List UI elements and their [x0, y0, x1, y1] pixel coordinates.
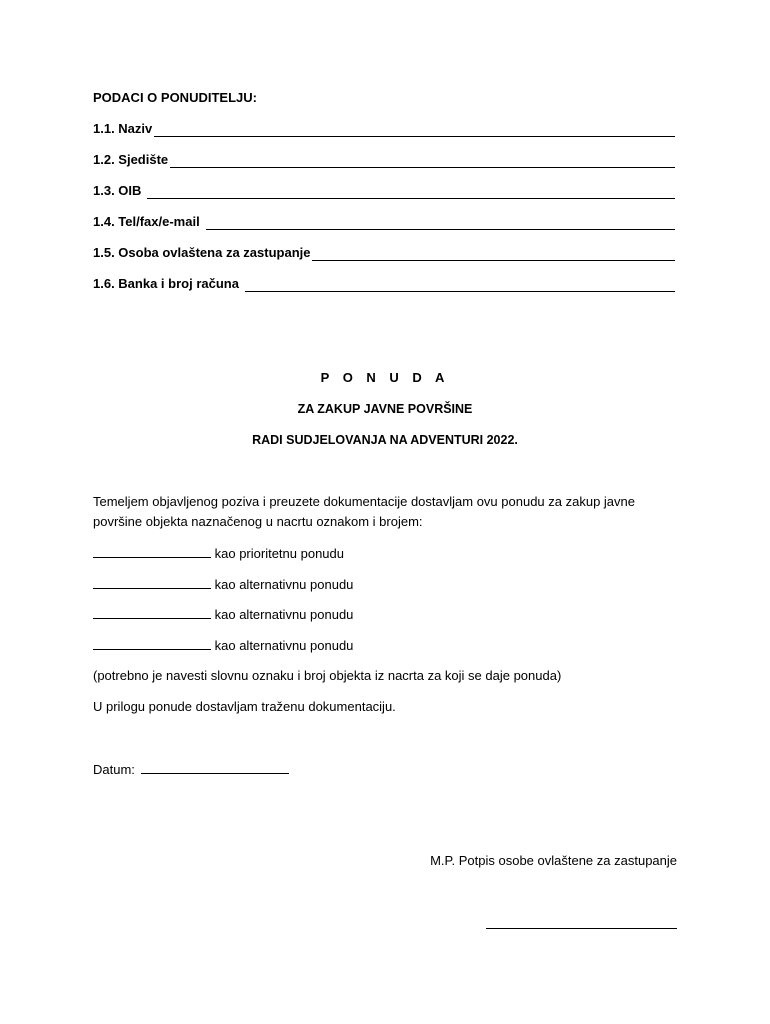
field-oib-label: 1.3. OIB	[93, 183, 142, 198]
field-representative-label: 1.5. Osoba ovlaštena za zastupanje	[93, 245, 311, 260]
field-name-blank[interactable]	[154, 124, 675, 137]
offer-subtitle-2: RADI SUDJELOVANJA NA ADVENTURI 2022.	[252, 433, 518, 447]
signature-blank[interactable]	[486, 916, 677, 929]
field-bank-label: 1.6. Banka i broj računa	[93, 276, 239, 291]
attachments-text: U prilogu ponude dostavljam traženu dokumentaciju.	[93, 699, 396, 714]
field-seat[interactable]	[93, 152, 675, 168]
date-label: Datum:	[93, 762, 135, 777]
field-representative[interactable]	[93, 245, 675, 261]
field-oib[interactable]	[93, 183, 675, 199]
intro-line-2: površine objekta naznačenog u nacrtu oznakom i brojem:	[93, 514, 423, 529]
offer-subtitle-1: ZA ZAKUP JAVNE POVRŠINE	[297, 402, 473, 416]
date-blank[interactable]	[141, 761, 289, 774]
option-row[interactable]	[93, 545, 344, 562]
option-row[interactable]	[93, 576, 353, 593]
field-name-label: 1.1. Naziv	[93, 121, 153, 136]
signature-label: M.P. Potpis osobe ovlaštene za zastupanje	[430, 853, 677, 868]
option-row[interactable]	[93, 606, 353, 623]
field-name[interactable]	[93, 121, 675, 137]
option-label: kao alternativnu ponudu	[214, 607, 354, 622]
bidder-heading: PODACI O PONUDITELJU:	[93, 90, 257, 105]
field-representative-blank[interactable]	[312, 248, 675, 261]
note-text: (potrebno je navesti slovnu oznaku i broj objekta iz nacrta za koji se daje ponuda)	[93, 668, 562, 683]
field-bank-blank[interactable]	[245, 279, 675, 292]
field-bank[interactable]	[93, 276, 675, 292]
option-label: kao alternativnu ponudu	[214, 638, 354, 653]
intro-line-1: Temeljem objavljenog poziva i preuzete dokumentacije dostavljam ovu ponudu za zakup javne	[93, 494, 635, 509]
field-contact-label: 1.4. Tel/fax/e-mail	[93, 214, 200, 229]
field-contact-blank[interactable]	[206, 217, 675, 230]
field-seat-label: 1.2. Sjedište	[93, 152, 169, 167]
option-blank[interactable]	[93, 545, 211, 558]
option-blank[interactable]	[93, 576, 211, 589]
offer-title: P O N U D A	[320, 370, 450, 385]
option-label: kao prioritetnu ponudu	[214, 546, 344, 561]
field-contact[interactable]	[93, 214, 675, 230]
option-label: kao alternativnu ponudu	[214, 577, 354, 592]
option-blank[interactable]	[93, 606, 211, 619]
option-blank[interactable]	[93, 637, 211, 650]
option-row[interactable]	[93, 637, 353, 654]
date-row[interactable]	[93, 761, 289, 778]
field-oib-blank[interactable]	[147, 186, 675, 199]
field-seat-blank[interactable]	[170, 155, 675, 168]
